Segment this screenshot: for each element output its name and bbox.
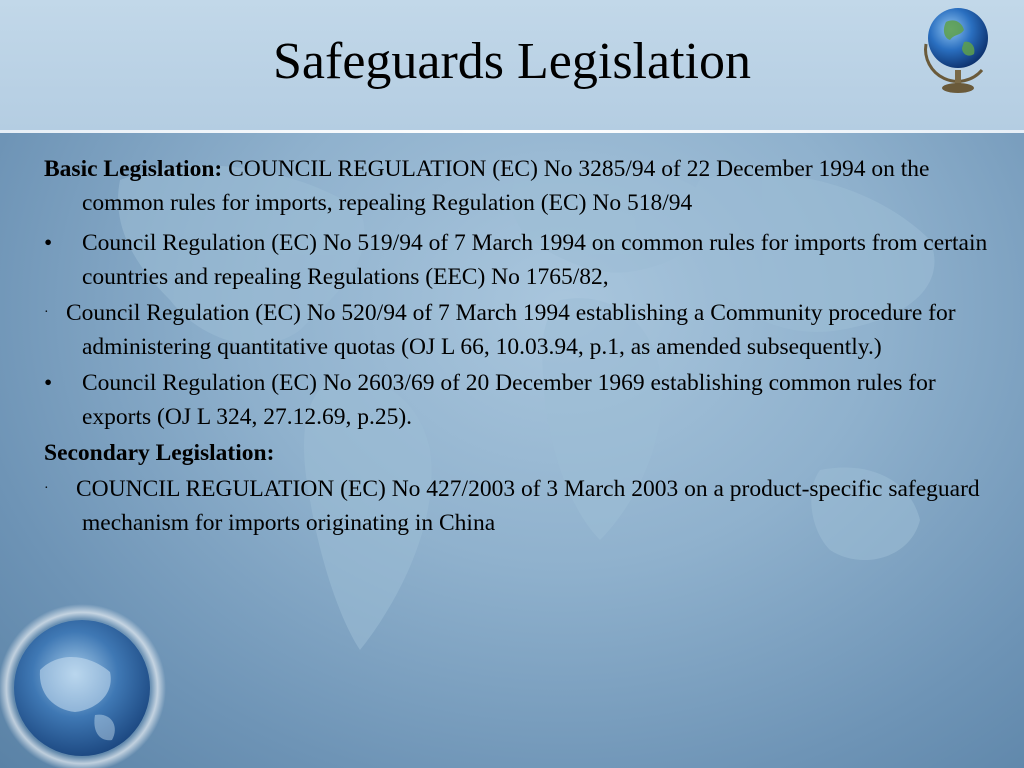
list-item [44,472,994,540]
bullet-marker: · [44,305,49,320]
list-item [44,366,994,434]
bullet-marker: • [44,370,53,396]
bullet-marker: • [44,230,53,256]
list-item [44,296,994,364]
bullet-marker: · [44,481,49,496]
list-item-text: Council Regulation (EC) No 519/94 of 7 March 1994 on common rules for imports from certain countries and repealing Regulations (EEC) No 1765/82, [82,230,988,290]
list-item-text: COUNCIL REGULATION (EC) No 427/2003 of 3 March 2003 on a product-specific safeguard mechanism for imports originating in China [76,476,980,536]
globe-top-icon [918,0,996,100]
basic-legislation-paragraph [44,152,994,220]
basic-legislation-label: Basic Legislation: [44,156,223,182]
list-item-text: Council Regulation (EC) No 520/94 of 7 March 1994 establishing a Community procedure for administering quantitative quotas (OJ L 66, 10.03.94, p.1, as amended subsequently.) [66,300,956,360]
slide-body [44,152,994,546]
secondary-legislation-label: Secondary Legislation: [44,440,275,466]
globe-bottom-icon [0,600,170,768]
slide-title: Safeguards Legislation [273,33,751,90]
basic-legislation-text: COUNCIL REGULATION (EC) No 3285/94 of 22 December 1994 on the common rules for imports, repealing Regulation (EC) No 518/94 [82,156,930,216]
secondary-legislation-heading [44,436,994,470]
title-divider [0,130,1024,133]
list-item [44,226,994,294]
list-item-text: Council Regulation (EC) No 2603/69 of 20 December 1969 establishing common rules for exports (OJ L 324, 27.12.69, p.25). [82,370,936,430]
